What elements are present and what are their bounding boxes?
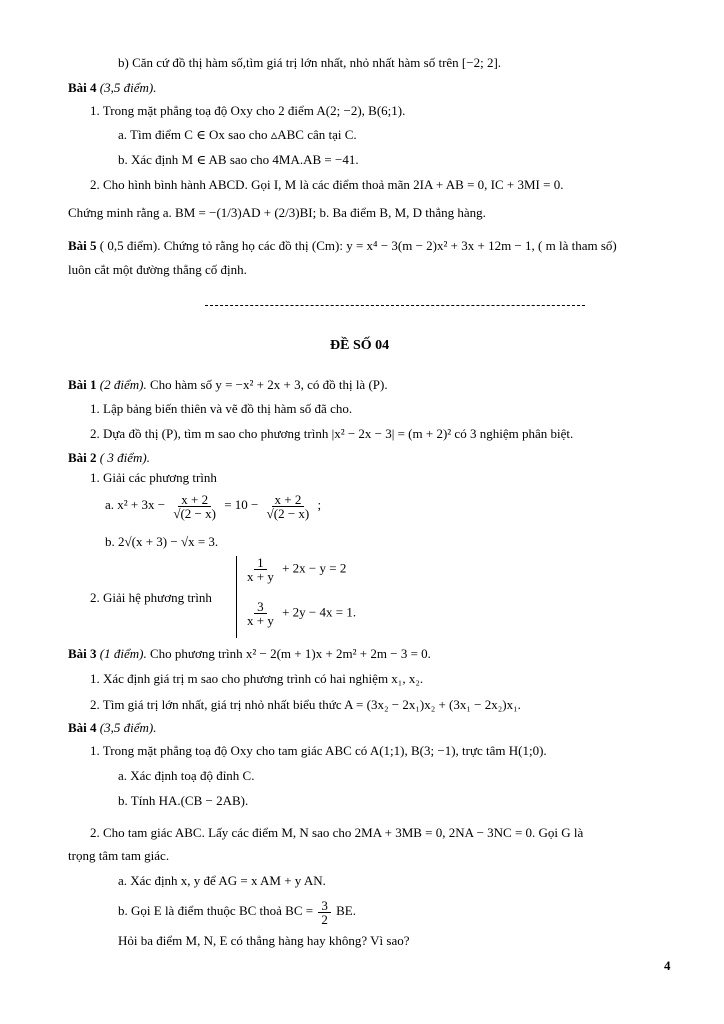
section-divider xyxy=(205,305,585,306)
page-number: 4 xyxy=(664,958,671,973)
bai4-title: Bài 4 xyxy=(68,80,97,95)
eq-a-end: ; xyxy=(317,497,322,512)
bai4b-2b-post: BE. xyxy=(336,903,356,918)
bai4b-line xyxy=(68,720,156,736)
bai1-line xyxy=(68,377,388,393)
bai1-title: Bài 1 xyxy=(68,377,97,392)
eq-a-frac1 xyxy=(170,493,219,520)
bai3-item-2: 2. Tìm giá trị lớn nhất, giá trị nhỏ nhất biểu thức A = (3x₂ − 2x₁)x₂ + (3x₁ − 2x₂)x₁. xyxy=(90,697,521,712)
system-brace xyxy=(236,556,237,638)
bai4b-title: Bài 4 xyxy=(68,720,97,735)
bai1-points: (2 điểm). xyxy=(99,377,147,392)
eq-a-frac2 xyxy=(264,493,313,520)
bai4-item-2: 2. Cho hình bình hành ABCD. Gọi I, M là các điểm thoả mãn 2IA + AB = 0, IC + 3MI = 0. xyxy=(90,177,564,192)
bai2-line xyxy=(68,450,150,466)
bai3-text: Cho phương trình x² − 2(m + 1)x + 2m² + 2m − 3 = 0. xyxy=(149,646,431,661)
sys1-den: x + y xyxy=(247,569,274,584)
eq-a-prefix: a. x² + 3x − xyxy=(105,497,166,512)
bai4b-2b-pre: b. Gọi E là điểm thuộc BC thoả BC = xyxy=(118,903,314,918)
bai4b-item-1b: b. Tính HA.(CB − 2AB). xyxy=(118,793,249,808)
bai4-item-1a: a. Tìm điểm C ∈ Ox sao cho ▵ABC cân tại C. xyxy=(118,127,357,142)
bai4b-item-1a: a. Xác định toạ độ đỉnh C. xyxy=(118,768,255,783)
bai4b-2b-num: 3 xyxy=(318,899,331,913)
eq-a-frac2-num: x + 2 xyxy=(272,493,305,507)
system-eq-1 xyxy=(242,556,346,583)
bai2-item-2: 2. Giải hệ phương trình xyxy=(90,590,212,605)
bai4-prove: Chứng minh rằng a. BM = −(1/3)AD + (2/3)BI; b. Ba điểm B, M, D thẳng hàng. xyxy=(68,205,486,220)
bai2-points: ( 3 điểm). xyxy=(99,450,150,465)
bai4b-points: (3,5 điểm). xyxy=(99,720,157,735)
bai4-item-1b: b. Xác định M ∈ AB sao cho 4MA.AB = −41. xyxy=(118,152,359,167)
bai2-item-1a xyxy=(105,492,321,520)
sys1-frac xyxy=(244,556,277,583)
bai4b-item-2: 2. Cho tam giác ABC. Lấy các điểm M, N sao cho 2MA + 3MB = 0, 2NA − 3NC = 0. Gọi G là xyxy=(90,825,584,840)
bai3-points: (1 điểm). xyxy=(99,646,147,661)
bai2-item-1: 1. Giải các phương trình xyxy=(90,470,217,485)
bai4b-2b-den: 2 xyxy=(321,911,328,927)
bai5-line1 xyxy=(68,238,617,254)
bai5-title: Bài 5 xyxy=(68,238,97,253)
bai1-item-1: 1. Lập bảng biến thiên và vẽ đồ thị hàm số đã cho. xyxy=(90,401,353,416)
sys2-num: 3 xyxy=(254,600,267,614)
bai4-heading xyxy=(68,80,156,96)
prev-part-b: b) Căn cứ đồ thị hàm số,tìm giá trị lớn nhất, nhỏ nhất hàm số trên [−2; 2]. xyxy=(118,55,502,70)
bai3-title: Bài 3 xyxy=(68,646,97,661)
sys2-den: x + y xyxy=(247,613,274,628)
sys1-rest: + 2x − y = 2 xyxy=(282,560,347,576)
bai4b-question: Hỏi ba điểm M, N, E có thẳng hàng hay không? Vì sao? xyxy=(118,933,410,948)
bai4b-item-2-cont: trọng tâm tam giác. xyxy=(68,848,170,863)
bai2-title: Bài 2 xyxy=(68,450,97,465)
sys2-rest: + 2y − 4x = 1. xyxy=(282,604,357,620)
eq-a-frac1-den: √(2 − x) xyxy=(173,505,216,521)
eq-a-frac1-num: x + 2 xyxy=(178,493,211,507)
sys1-num: 1 xyxy=(254,556,267,570)
exam-heading: ĐỀ SỐ 04 xyxy=(330,338,390,353)
bai3-item-1: 1. Xác định giá trị m sao cho phương trình có hai nghiệm x₁, x₂. xyxy=(90,671,424,686)
bai4-item-1: 1. Trong mặt phẳng toạ độ Oxy cho 2 điểm A(2; −2), B(6;1). xyxy=(90,103,406,118)
bai2-item-1b: b. 2√(x + 3) − √x = 3. xyxy=(105,534,219,549)
eq-a-middle: = 10 − xyxy=(224,497,259,512)
bai1-item-2: 2. Dựa đồ thị (P), tìm m sao cho phương trình |x² − 2x − 3| = (m + 2)² có 3 nghiệm phân biệt. xyxy=(90,426,574,441)
bai1-text: Cho hàm số y = −x² + 2x + 3, có đồ thị là (P). xyxy=(149,377,388,392)
bai5-line2: luôn cắt một đường thẳng cố định. xyxy=(68,262,247,277)
bai4-points: (3,5 điểm). xyxy=(99,80,157,95)
system-eq-2 xyxy=(242,600,356,627)
bai4b-item-1: 1. Trong mặt phẳng toạ độ Oxy cho tam giác ABC có A(1;1), B(3; −1), trực tâm H(1;0). xyxy=(90,743,547,758)
sys2-frac xyxy=(244,600,277,627)
bai3-line xyxy=(68,646,431,662)
bai4b-2b-frac xyxy=(318,899,331,926)
bai4b-item-2a: a. Xác định x, y để AG = x AM + y AN. xyxy=(118,873,326,888)
eq-a-frac2-den: √(2 − x) xyxy=(266,505,310,521)
bai4b-item-2b xyxy=(118,898,356,926)
bai5-text: ( 0,5 điểm). Chứng tỏ rằng họ các đồ thị (Cm): y = x⁴ − 3(m − 2)x² + 3x + 12m − 1, ( m là tham số) xyxy=(99,238,617,253)
